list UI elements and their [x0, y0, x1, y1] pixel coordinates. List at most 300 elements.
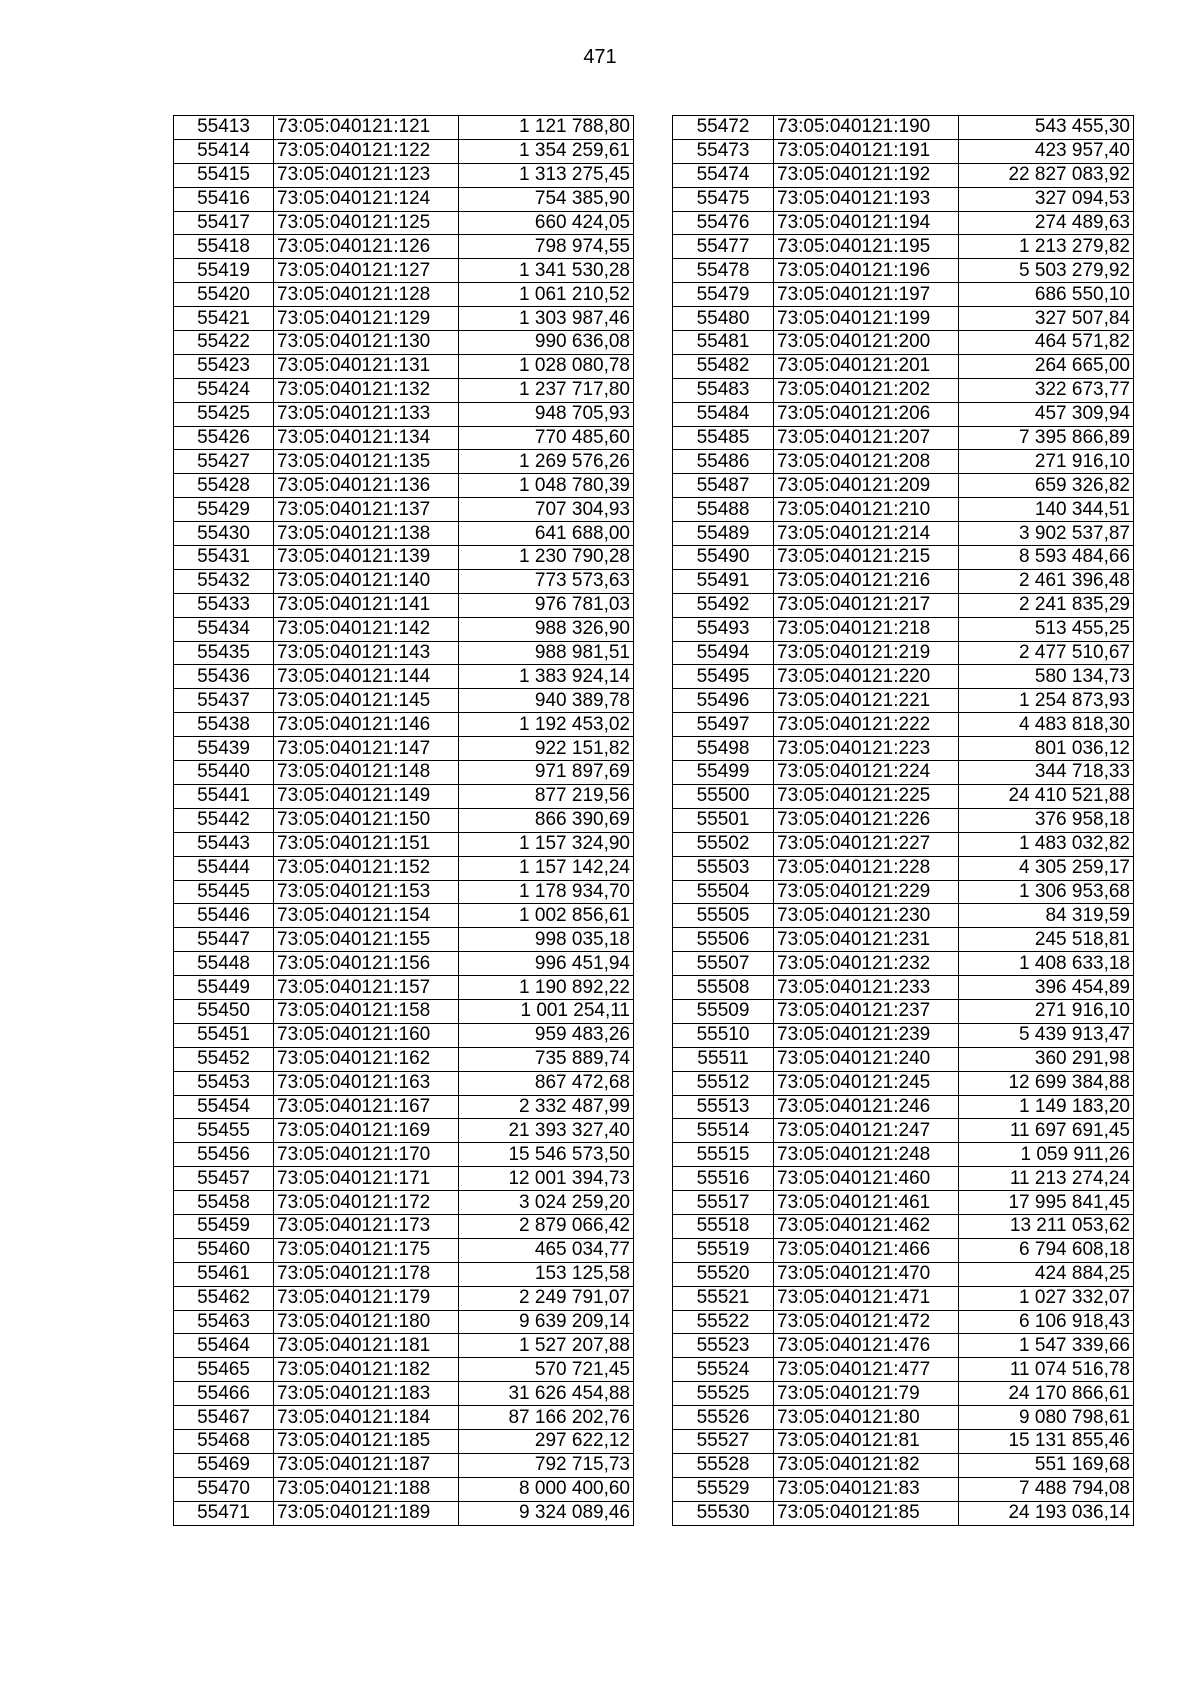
value-cell: 322 673,77 — [959, 378, 1134, 402]
value-cell: 12 699 384,88 — [959, 1071, 1134, 1095]
value-cell: 971 897,69 — [459, 761, 634, 785]
table-row — [673, 546, 1134, 570]
table-row — [174, 1023, 634, 1047]
cadastral-number-cell: 73:05:040121:245 — [774, 1071, 959, 1095]
row-number-cell: 55480 — [673, 307, 774, 331]
value-cell: 570 721,45 — [459, 1358, 634, 1382]
value-cell: 6 106 918,43 — [959, 1310, 1134, 1334]
table-row — [673, 1286, 1134, 1310]
value-cell: 2 249 791,07 — [459, 1286, 634, 1310]
table-row — [174, 1047, 634, 1071]
table-row — [174, 999, 634, 1023]
cadastral-number-cell: 73:05:040121:228 — [774, 856, 959, 880]
cadastral-number-cell: 73:05:040121:476 — [774, 1334, 959, 1358]
value-cell: 1 192 453,02 — [459, 713, 634, 737]
cadastral-number-cell: 73:05:040121:470 — [774, 1262, 959, 1286]
cadastral-number-cell: 73:05:040121:200 — [774, 331, 959, 355]
row-number-cell: 55520 — [673, 1262, 774, 1286]
cadastral-number-cell: 73:05:040121:215 — [774, 546, 959, 570]
value-cell: 998 035,18 — [459, 928, 634, 952]
cadastral-number-cell: 73:05:040121:199 — [774, 307, 959, 331]
row-number-cell: 55506 — [673, 928, 774, 952]
table-row — [174, 1095, 634, 1119]
value-cell: 773 573,63 — [459, 569, 634, 593]
row-number-cell: 55519 — [673, 1238, 774, 1262]
value-cell: 1 341 530,28 — [459, 259, 634, 283]
value-cell: 1 061 210,52 — [459, 283, 634, 307]
table-row — [673, 378, 1134, 402]
value-cell: 513 455,25 — [959, 617, 1134, 641]
table-row — [174, 546, 634, 570]
table-row — [174, 1214, 634, 1238]
row-number-cell: 55432 — [174, 569, 274, 593]
table-row — [673, 211, 1134, 235]
row-number-cell: 55523 — [673, 1334, 774, 1358]
table-row — [673, 450, 1134, 474]
cadastral-number-cell: 73:05:040121:248 — [774, 1143, 959, 1167]
value-cell: 1 178 934,70 — [459, 880, 634, 904]
cadastral-number-cell: 73:05:040121:172 — [274, 1191, 459, 1215]
row-number-cell: 55511 — [673, 1047, 774, 1071]
table-row — [673, 1334, 1134, 1358]
row-number-cell: 55457 — [174, 1167, 274, 1191]
table-row — [174, 617, 634, 641]
value-cell: 396 454,89 — [959, 976, 1134, 1000]
table-row — [673, 1453, 1134, 1477]
value-cell: 11 074 516,78 — [959, 1358, 1134, 1382]
cadastral-number-cell: 73:05:040121:163 — [274, 1071, 459, 1095]
cadastral-number-cell: 73:05:040121:132 — [274, 378, 459, 402]
cadastral-number-cell: 73:05:040121:180 — [274, 1310, 459, 1334]
value-cell: 11 697 691,45 — [959, 1119, 1134, 1143]
row-number-cell: 55509 — [673, 999, 774, 1023]
row-number-cell: 55522 — [673, 1310, 774, 1334]
table-row — [174, 331, 634, 355]
row-number-cell: 55413 — [174, 116, 274, 140]
table-row — [174, 808, 634, 832]
table-row — [673, 880, 1134, 904]
table-row — [673, 116, 1134, 140]
row-number-cell: 55466 — [174, 1382, 274, 1406]
cadastral-number-cell: 73:05:040121:157 — [274, 976, 459, 1000]
table-row — [174, 832, 634, 856]
table-row — [673, 999, 1134, 1023]
value-cell: 686 550,10 — [959, 283, 1134, 307]
row-number-cell: 55467 — [174, 1406, 274, 1430]
row-number-cell: 55427 — [174, 450, 274, 474]
cadastral-number-cell: 73:05:040121:156 — [274, 952, 459, 976]
row-number-cell: 55468 — [174, 1429, 274, 1453]
value-cell: 2 461 396,48 — [959, 569, 1134, 593]
value-cell: 660 424,05 — [459, 211, 634, 235]
table-row — [673, 1238, 1134, 1262]
value-cell: 580 134,73 — [959, 665, 1134, 689]
cadastral-number-cell: 73:05:040121:171 — [274, 1167, 459, 1191]
table-row — [174, 139, 634, 163]
cadastral-number-cell: 73:05:040121:169 — [274, 1119, 459, 1143]
row-number-cell: 55447 — [174, 928, 274, 952]
row-number-cell: 55518 — [673, 1214, 774, 1238]
value-cell: 754 385,90 — [459, 187, 634, 211]
table-row — [174, 856, 634, 880]
row-number-cell: 55526 — [673, 1406, 774, 1430]
value-cell: 1 048 780,39 — [459, 474, 634, 498]
right-table-body — [673, 116, 1134, 1526]
cadastral-number-cell: 73:05:040121:175 — [274, 1238, 459, 1262]
cadastral-number-cell: 73:05:040121:141 — [274, 593, 459, 617]
cadastral-number-cell: 73:05:040121:158 — [274, 999, 459, 1023]
value-cell: 1 354 259,61 — [459, 139, 634, 163]
table-row — [673, 952, 1134, 976]
cadastral-number-cell: 73:05:040121:162 — [274, 1047, 459, 1071]
row-number-cell: 55464 — [174, 1334, 274, 1358]
row-number-cell: 55424 — [174, 378, 274, 402]
table-row — [174, 1406, 634, 1430]
cadastral-number-cell: 73:05:040121:183 — [274, 1382, 459, 1406]
row-number-cell: 55417 — [174, 211, 274, 235]
cadastral-number-cell: 73:05:040121:232 — [774, 952, 959, 976]
table-row — [174, 1358, 634, 1382]
cadastral-number-cell: 73:05:040121:121 — [274, 116, 459, 140]
cadastral-number-cell: 73:05:040121:190 — [774, 116, 959, 140]
table-row — [174, 1262, 634, 1286]
value-cell: 922 151,82 — [459, 737, 634, 761]
value-cell: 867 472,68 — [459, 1071, 634, 1095]
cadastral-number-cell: 73:05:040121:81 — [774, 1429, 959, 1453]
row-number-cell: 55495 — [673, 665, 774, 689]
table-row — [673, 1119, 1134, 1143]
row-number-cell: 55450 — [174, 999, 274, 1023]
row-number-cell: 55493 — [673, 617, 774, 641]
value-cell: 2 879 066,42 — [459, 1214, 634, 1238]
row-number-cell: 55484 — [673, 402, 774, 426]
table-row — [673, 737, 1134, 761]
cadastral-number-cell: 73:05:040121:217 — [774, 593, 959, 617]
cadastral-number-cell: 73:05:040121:185 — [274, 1429, 459, 1453]
row-number-cell: 55485 — [673, 426, 774, 450]
row-number-cell: 55456 — [174, 1143, 274, 1167]
value-cell: 1 157 324,90 — [459, 832, 634, 856]
table-row — [174, 1429, 634, 1453]
value-cell: 7 488 794,08 — [959, 1477, 1134, 1501]
row-number-cell: 55524 — [673, 1358, 774, 1382]
row-number-cell: 55437 — [174, 689, 274, 713]
value-cell: 1 303 987,46 — [459, 307, 634, 331]
row-number-cell: 55416 — [174, 187, 274, 211]
value-cell: 1 121 788,80 — [459, 116, 634, 140]
value-cell: 87 166 202,76 — [459, 1406, 634, 1430]
value-cell: 940 389,78 — [459, 689, 634, 713]
cadastral-number-cell: 73:05:040121:247 — [774, 1119, 959, 1143]
row-number-cell: 55512 — [673, 1071, 774, 1095]
value-cell: 1 149 183,20 — [959, 1095, 1134, 1119]
row-number-cell: 55446 — [174, 904, 274, 928]
table-row — [673, 593, 1134, 617]
table-row — [174, 1071, 634, 1095]
row-number-cell: 55491 — [673, 569, 774, 593]
cadastral-number-cell: 73:05:040121:214 — [774, 522, 959, 546]
table-row — [174, 1501, 634, 1525]
value-cell: 1 254 873,93 — [959, 689, 1134, 713]
left-table-body — [174, 116, 634, 1526]
cadastral-number-cell: 73:05:040121:139 — [274, 546, 459, 570]
table-row — [174, 211, 634, 235]
table-row — [174, 1167, 634, 1191]
row-number-cell: 55504 — [673, 880, 774, 904]
table-row — [673, 569, 1134, 593]
table-row — [673, 402, 1134, 426]
cadastral-number-cell: 73:05:040121:225 — [774, 784, 959, 808]
value-cell: 551 169,68 — [959, 1453, 1134, 1477]
value-cell: 274 489,63 — [959, 211, 1134, 235]
cadastral-number-cell: 73:05:040121:129 — [274, 307, 459, 331]
value-cell: 1 002 856,61 — [459, 904, 634, 928]
cadastral-number-cell: 73:05:040121:222 — [774, 713, 959, 737]
row-number-cell: 55461 — [174, 1262, 274, 1286]
value-cell: 1 547 339,66 — [959, 1334, 1134, 1358]
value-cell: 543 455,30 — [959, 116, 1134, 140]
value-cell: 457 309,94 — [959, 402, 1134, 426]
cadastral-number-cell: 73:05:040121:149 — [274, 784, 459, 808]
row-number-cell: 55454 — [174, 1095, 274, 1119]
cadastral-number-cell: 73:05:040121:209 — [774, 474, 959, 498]
table-row — [673, 1095, 1134, 1119]
cadastral-number-cell: 73:05:040121:184 — [274, 1406, 459, 1430]
value-cell: 15 546 573,50 — [459, 1143, 634, 1167]
row-number-cell: 55435 — [174, 641, 274, 665]
row-number-cell: 55419 — [174, 259, 274, 283]
value-cell: 3 902 537,87 — [959, 522, 1134, 546]
table-row — [673, 689, 1134, 713]
value-cell: 465 034,77 — [459, 1238, 634, 1262]
row-number-cell: 55483 — [673, 378, 774, 402]
table-row — [673, 713, 1134, 737]
table-row — [174, 1477, 634, 1501]
cadastral-number-cell: 73:05:040121:223 — [774, 737, 959, 761]
row-number-cell: 55515 — [673, 1143, 774, 1167]
cadastral-number-cell: 73:05:040121:167 — [274, 1095, 459, 1119]
row-number-cell: 55482 — [673, 354, 774, 378]
table-row — [673, 1501, 1134, 1525]
cadastral-number-cell: 73:05:040121:145 — [274, 689, 459, 713]
table-row — [174, 1191, 634, 1215]
left-data-table — [173, 115, 634, 1526]
row-number-cell: 55438 — [174, 713, 274, 737]
row-number-cell: 55426 — [174, 426, 274, 450]
row-number-cell: 55476 — [673, 211, 774, 235]
row-number-cell: 55428 — [174, 474, 274, 498]
row-number-cell: 55452 — [174, 1047, 274, 1071]
row-number-cell: 55498 — [673, 737, 774, 761]
row-number-cell: 55471 — [174, 1501, 274, 1525]
cadastral-number-cell: 73:05:040121:82 — [774, 1453, 959, 1477]
row-number-cell: 55445 — [174, 880, 274, 904]
value-cell: 1 383 924,14 — [459, 665, 634, 689]
row-number-cell: 55420 — [174, 283, 274, 307]
cadastral-number-cell: 73:05:040121:192 — [774, 163, 959, 187]
cadastral-number-cell: 73:05:040121:194 — [774, 211, 959, 235]
row-number-cell: 55459 — [174, 1214, 274, 1238]
cadastral-number-cell: 73:05:040121:143 — [274, 641, 459, 665]
table-row — [673, 1358, 1134, 1382]
value-cell: 12 001 394,73 — [459, 1167, 634, 1191]
table-row — [174, 569, 634, 593]
row-number-cell: 55521 — [673, 1286, 774, 1310]
table-row — [673, 283, 1134, 307]
value-cell: 327 507,84 — [959, 307, 1134, 331]
cadastral-number-cell: 73:05:040121:182 — [274, 1358, 459, 1382]
cadastral-number-cell: 73:05:040121:227 — [774, 832, 959, 856]
row-number-cell: 55431 — [174, 546, 274, 570]
value-cell: 988 981,51 — [459, 641, 634, 665]
value-cell: 1 230 790,28 — [459, 546, 634, 570]
row-number-cell: 55455 — [174, 1119, 274, 1143]
row-number-cell: 55465 — [174, 1358, 274, 1382]
value-cell: 707 304,93 — [459, 498, 634, 522]
value-cell: 988 326,90 — [459, 617, 634, 641]
value-cell: 24 193 036,14 — [959, 1501, 1134, 1525]
value-cell: 4 483 818,30 — [959, 713, 1134, 737]
cadastral-number-cell: 73:05:040121:466 — [774, 1238, 959, 1262]
value-cell: 31 626 454,88 — [459, 1382, 634, 1406]
table-row — [673, 1382, 1134, 1406]
table-row — [174, 689, 634, 713]
value-cell: 4 305 259,17 — [959, 856, 1134, 880]
table-row — [673, 928, 1134, 952]
row-number-cell: 55528 — [673, 1453, 774, 1477]
value-cell: 84 319,59 — [959, 904, 1134, 928]
value-cell: 327 094,53 — [959, 187, 1134, 211]
row-number-cell: 55423 — [174, 354, 274, 378]
row-number-cell: 55487 — [673, 474, 774, 498]
table-row — [673, 1143, 1134, 1167]
cadastral-number-cell: 73:05:040121:219 — [774, 641, 959, 665]
value-cell: 297 622,12 — [459, 1429, 634, 1453]
table-row — [174, 116, 634, 140]
cadastral-number-cell: 73:05:040121:462 — [774, 1214, 959, 1238]
value-cell: 344 718,33 — [959, 761, 1134, 785]
table-row — [673, 498, 1134, 522]
cadastral-number-cell: 73:05:040121:138 — [274, 522, 459, 546]
row-number-cell: 55481 — [673, 331, 774, 355]
value-cell: 641 688,00 — [459, 522, 634, 546]
table-row — [174, 354, 634, 378]
table-row — [673, 832, 1134, 856]
row-number-cell: 55458 — [174, 1191, 274, 1215]
table-row — [174, 522, 634, 546]
cadastral-number-cell: 73:05:040121:153 — [274, 880, 459, 904]
cadastral-number-cell: 73:05:040121:179 — [274, 1286, 459, 1310]
row-number-cell: 55451 — [174, 1023, 274, 1047]
value-cell: 21 393 327,40 — [459, 1119, 634, 1143]
row-number-cell: 55421 — [174, 307, 274, 331]
row-number-cell: 55469 — [174, 1453, 274, 1477]
table-row — [673, 522, 1134, 546]
row-number-cell: 55505 — [673, 904, 774, 928]
row-number-cell: 55499 — [673, 761, 774, 785]
row-number-cell: 55429 — [174, 498, 274, 522]
value-cell: 1 059 911,26 — [959, 1143, 1134, 1167]
value-cell: 24 410 521,88 — [959, 784, 1134, 808]
row-number-cell: 55414 — [174, 139, 274, 163]
table-row — [673, 808, 1134, 832]
value-cell: 1 027 332,07 — [959, 1286, 1134, 1310]
table-row — [673, 665, 1134, 689]
cadastral-number-cell: 73:05:040121:150 — [274, 808, 459, 832]
row-number-cell: 55430 — [174, 522, 274, 546]
row-number-cell: 55529 — [673, 1477, 774, 1501]
row-number-cell: 55470 — [174, 1477, 274, 1501]
cadastral-number-cell: 73:05:040121:202 — [774, 378, 959, 402]
value-cell: 245 518,81 — [959, 928, 1134, 952]
table-row — [673, 1310, 1134, 1334]
row-number-cell: 55448 — [174, 952, 274, 976]
value-cell: 22 827 083,92 — [959, 163, 1134, 187]
table-row — [673, 617, 1134, 641]
value-cell: 1 157 142,24 — [459, 856, 634, 880]
value-cell: 271 916,10 — [959, 450, 1134, 474]
row-number-cell: 55453 — [174, 1071, 274, 1095]
cadastral-number-cell: 73:05:040121:477 — [774, 1358, 959, 1382]
row-number-cell: 55507 — [673, 952, 774, 976]
table-row — [174, 450, 634, 474]
cadastral-number-cell: 73:05:040121:123 — [274, 163, 459, 187]
table-row — [673, 1429, 1134, 1453]
row-number-cell: 55510 — [673, 1023, 774, 1047]
row-number-cell: 55440 — [174, 761, 274, 785]
cadastral-number-cell: 73:05:040121:130 — [274, 331, 459, 355]
table-row — [673, 784, 1134, 808]
table-row — [673, 1167, 1134, 1191]
cadastral-number-cell: 73:05:040121:224 — [774, 761, 959, 785]
value-cell: 801 036,12 — [959, 737, 1134, 761]
cadastral-number-cell: 73:05:040121:237 — [774, 999, 959, 1023]
table-row — [174, 928, 634, 952]
table-row — [673, 1262, 1134, 1286]
cadastral-number-cell: 73:05:040121:133 — [274, 402, 459, 426]
value-cell: 959 483,26 — [459, 1023, 634, 1047]
value-cell: 2 477 510,67 — [959, 641, 1134, 665]
row-number-cell: 55442 — [174, 808, 274, 832]
table-row — [673, 307, 1134, 331]
row-number-cell: 55443 — [174, 832, 274, 856]
table-row — [174, 784, 634, 808]
cadastral-number-cell: 73:05:040121:151 — [274, 832, 459, 856]
value-cell: 1 527 207,88 — [459, 1334, 634, 1358]
cadastral-number-cell: 73:05:040121:207 — [774, 426, 959, 450]
right-data-table — [672, 115, 1134, 1526]
cadastral-number-cell: 73:05:040121:201 — [774, 354, 959, 378]
value-cell: 423 957,40 — [959, 139, 1134, 163]
table-row — [174, 426, 634, 450]
cadastral-number-cell: 73:05:040121:155 — [274, 928, 459, 952]
row-number-cell: 55436 — [174, 665, 274, 689]
table-row — [174, 641, 634, 665]
cadastral-number-cell: 73:05:040121:472 — [774, 1310, 959, 1334]
value-cell: 866 390,69 — [459, 808, 634, 832]
value-cell: 1 408 633,18 — [959, 952, 1134, 976]
table-row — [174, 713, 634, 737]
cadastral-number-cell: 73:05:040121:181 — [274, 1334, 459, 1358]
table-row — [673, 259, 1134, 283]
row-number-cell: 55492 — [673, 593, 774, 617]
cadastral-number-cell: 73:05:040121:128 — [274, 283, 459, 307]
value-cell: 24 170 866,61 — [959, 1382, 1134, 1406]
cadastral-number-cell: 73:05:040121:208 — [774, 450, 959, 474]
cadastral-number-cell: 73:05:040121:230 — [774, 904, 959, 928]
table-row — [174, 1119, 634, 1143]
value-cell: 153 125,58 — [459, 1262, 634, 1286]
